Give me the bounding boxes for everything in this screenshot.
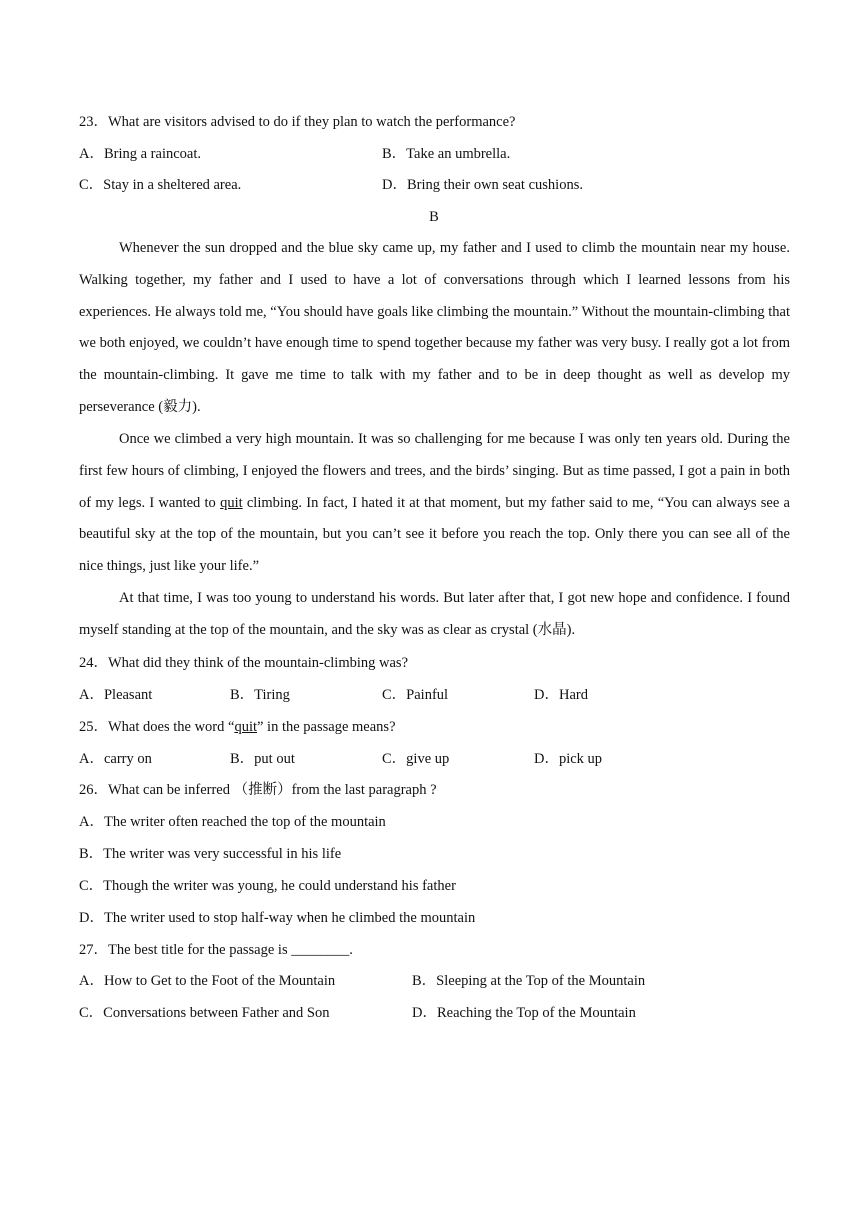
q25-option-c: C．give up <box>382 751 450 767</box>
q27-option-c: C．Conversations between Father and Son <box>79 1005 330 1021</box>
q25-option-d: D．pick up <box>534 751 603 767</box>
q23-option-c: C．Stay in a sheltered area. <box>79 177 242 193</box>
q26-option-d: D．The writer used to stop half-way when he climbed the mountain <box>79 910 476 926</box>
q25-option-b: B．put out <box>230 751 295 767</box>
q24-option-a: A．Pleasant <box>79 687 153 703</box>
passage-paragraph-3: At that time, I was too young to understand his words. But later after that, I got new hope and confidence. I found myself standing at the top of the mountain, and the sky was as clear as crystal (水晶). <box>79 590 790 638</box>
q23-question: 23．What are visitors advised to do if they plan to watch the performance? <box>79 114 516 130</box>
q23-option-b: B．Take an umbrella. <box>382 146 511 162</box>
q27-answer-blank: ________ <box>291 942 350 958</box>
q27-option-b: B．Sleeping at the Top of the Mountain <box>412 973 646 989</box>
q26-option-b: B．The writer was very successful in his life <box>79 846 342 862</box>
q25-question-before: 25．What does the word “ <box>79 719 235 735</box>
passage-paragraph-2 <box>79 424 790 583</box>
q25-underlined-word: quit <box>234 719 257 735</box>
passage-p2-after: climbing. In fact, I hated it at that moment, but my father said to me, “You can always see a beautiful sky at the top of the mountain, but you can’t see it before you reach the top. Only there you can see all of the nice things, just like your life.” <box>79 494 790 575</box>
q25-option-a: A．carry on <box>79 751 152 767</box>
underlined-word-quit: quit <box>220 494 243 511</box>
q27-question <box>79 940 353 960</box>
q24-option-d: D．Hard <box>534 687 588 703</box>
q27-option-a: A．How to Get to the Foot of the Mountain <box>79 973 336 989</box>
q23-option-d: D．Bring their own seat cushions. <box>382 177 583 193</box>
q24-option-b: B．Tiring <box>230 687 290 703</box>
passage-paragraph-1: Whenever the sun dropped and the blue sky came up, my father and I used to climb the mountain near my house. Walking together, my father and I used to have a lot of conversations through which I learned lessons from his experiences. He always told me, “You should have goals like climbing the mountain.” Without the mountain-climbing that we both enjoyed, we couldn’t have enough time to spend together because my father was very busy. I really got a lot from the mountain-climbing. It gave me time to talk with my father and to be in deep thought as well as develop my perseverance (毅力). <box>79 240 790 415</box>
q27-question-before: 27．The best title for the passage is <box>79 942 292 958</box>
q24-option-c: C．Painful <box>382 687 449 703</box>
q27-option-d: D．Reaching the Top of the Mountain <box>412 1005 636 1021</box>
q23-option-a: A．Bring a raincoat. <box>79 146 202 162</box>
q26-option-c: C．Though the writer was young, he could understand his father <box>79 878 456 894</box>
q27-question-after: . <box>349 942 353 958</box>
q25-question <box>79 717 396 737</box>
passage-p2-before: Once we climbed a very high mountain. It was so challenging for me because I was only ten years old. During the first few hours of climbing, I enjoyed the flowers and trees, and the birds’ singing. But as time passed, I got a pain in both of my legs. I wanted to <box>79 431 790 511</box>
q26-question: 26．What can be inferred （推断）from the last paragraph ? <box>79 782 437 798</box>
q25-question-after: ” in the passage means? <box>257 719 396 735</box>
q24-question: 24．What did they think of the mountain-climbing was? <box>79 655 409 671</box>
q26-option-a: A．The writer often reached the top of the mountain <box>79 814 386 830</box>
section-label: B <box>429 209 439 225</box>
